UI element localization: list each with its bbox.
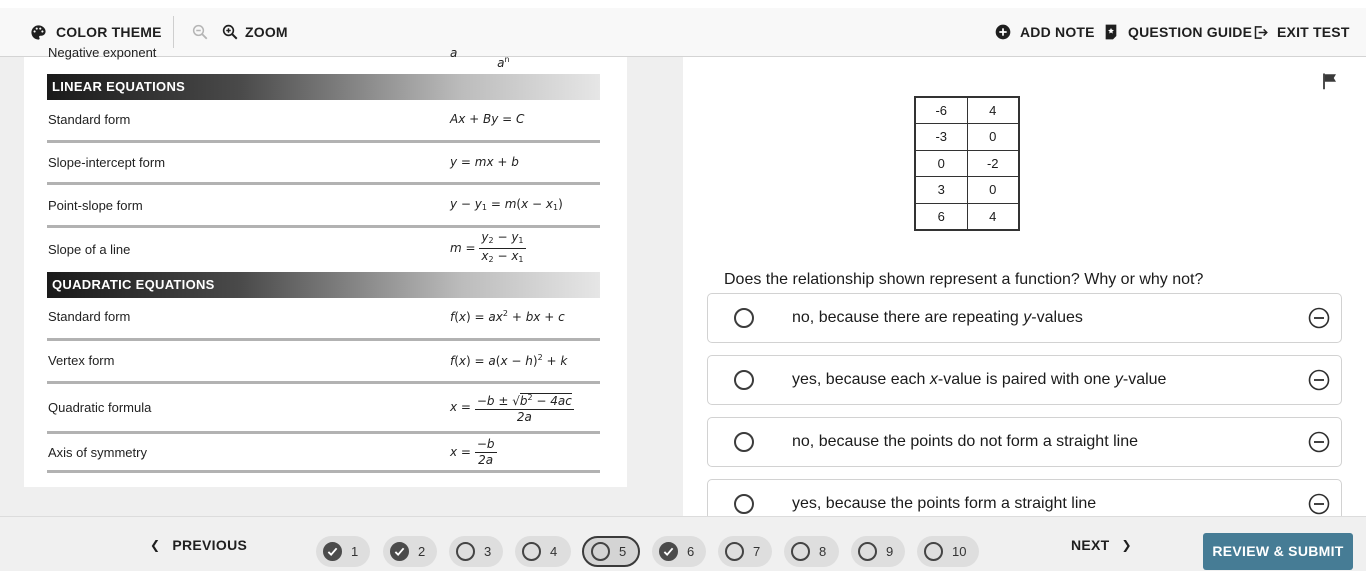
answer-text: yes, because the points form a straight line bbox=[792, 495, 1097, 512]
empty-circle-icon bbox=[858, 542, 877, 561]
formula-point-slope: $y - y_1 = m(x - x_1)$ bbox=[450, 197, 563, 212]
empty-circle-icon bbox=[522, 542, 541, 561]
reference-formula-cut: a $a^n$ bbox=[450, 46, 510, 70]
xy-value-table bbox=[914, 96, 1020, 231]
reference-row bbox=[47, 228, 600, 272]
answer-text: no, because the points do not form a straight line bbox=[792, 433, 1138, 450]
previous-button[interactable] bbox=[150, 517, 247, 572]
question-nav-1[interactable] bbox=[316, 536, 370, 567]
table-cell: 4 bbox=[967, 203, 1019, 230]
section-heading-quadratic: QUADRATIC EQUATIONS bbox=[47, 272, 600, 298]
guide-icon bbox=[1104, 24, 1118, 40]
question-nav-3[interactable] bbox=[449, 536, 503, 567]
zoom-label: ZOOM bbox=[245, 24, 288, 40]
minus-circle-icon bbox=[1308, 440, 1330, 457]
answer-text: yes, because each x-value is paired with one y-value bbox=[792, 371, 1167, 388]
table-cell: 0 bbox=[915, 150, 967, 177]
minus-circle-icon bbox=[1308, 378, 1330, 395]
question-number: 5 bbox=[619, 544, 627, 559]
empty-circle-icon bbox=[725, 542, 744, 561]
zoom-in-icon bbox=[221, 23, 239, 41]
reference-row bbox=[47, 341, 600, 384]
reference-row-name: Slope-intercept form bbox=[48, 155, 166, 170]
check-icon bbox=[323, 542, 342, 561]
table-row bbox=[915, 203, 1019, 230]
question-number: 8 bbox=[819, 544, 827, 559]
add-note-button[interactable] bbox=[995, 8, 1095, 56]
chevron-right-icon: ❯ bbox=[1121, 537, 1132, 552]
empty-circle-icon bbox=[791, 542, 810, 561]
question-prompt: Does the relationship shown represent a function? Why or why not? bbox=[724, 271, 1204, 288]
question-number: 3 bbox=[484, 544, 492, 559]
minus-circle-icon bbox=[1308, 316, 1330, 333]
table-cell: 6 bbox=[915, 203, 967, 230]
table-cell: -2 bbox=[967, 150, 1019, 177]
reference-row-name: Negative exponent bbox=[48, 45, 157, 60]
table-row bbox=[915, 177, 1019, 204]
reference-sheet[interactable] bbox=[24, 45, 627, 487]
empty-circle-icon bbox=[924, 542, 943, 561]
color-theme-label: COLOR THEME bbox=[56, 24, 162, 40]
question-guide-label: QUESTION GUIDE bbox=[1128, 24, 1253, 40]
reference-row bbox=[47, 434, 600, 473]
reference-row-name: Vertex form bbox=[48, 353, 115, 368]
table-row bbox=[915, 124, 1019, 151]
table-cell: 0 bbox=[967, 177, 1019, 204]
question-nav-5[interactable] bbox=[582, 536, 640, 567]
question-number: 1 bbox=[351, 544, 359, 559]
empty-circle-icon bbox=[456, 542, 475, 561]
table-row bbox=[915, 150, 1019, 177]
reference-row-name: Standard form bbox=[48, 309, 131, 324]
question-nav-6[interactable] bbox=[652, 536, 706, 567]
reference-row bbox=[47, 143, 600, 185]
next-label: NEXT bbox=[1071, 536, 1110, 553]
question-nav-8[interactable] bbox=[784, 536, 839, 567]
flag-question-button[interactable] bbox=[1321, 72, 1339, 95]
answer-choice-b[interactable] bbox=[707, 355, 1342, 405]
exit-test-label: EXIT TEST bbox=[1277, 24, 1350, 40]
question-number: 6 bbox=[687, 544, 695, 559]
eliminate-answer-button[interactable] bbox=[1308, 369, 1330, 396]
navigation-bar bbox=[0, 516, 1366, 571]
radio-button[interactable] bbox=[734, 308, 754, 328]
formula-quadratic-standard: $f(x) = ax^2$ + bx + c bbox=[450, 309, 565, 324]
question-nav-10[interactable] bbox=[917, 536, 979, 567]
radio-button[interactable] bbox=[734, 494, 754, 514]
formula-quadratic: x = $\frac{-b \pm √b^2 - 4ac}{2a}$ bbox=[450, 390, 574, 425]
question-nav-9[interactable] bbox=[851, 536, 905, 567]
section-heading-linear: LINEAR EQUATIONS bbox=[47, 74, 600, 100]
reference-row-name: Quadratic formula bbox=[48, 400, 152, 415]
question-number: 10 bbox=[952, 544, 967, 559]
reference-row-name: Axis of symmetry bbox=[48, 445, 147, 460]
question-number: 4 bbox=[550, 544, 558, 559]
reference-row-cut bbox=[47, 43, 600, 70]
reference-row-name: Slope of a line bbox=[48, 242, 131, 257]
next-button[interactable] bbox=[1071, 517, 1132, 572]
table-cell: -6 bbox=[915, 97, 967, 124]
add-note-label: ADD NOTE bbox=[1020, 24, 1095, 40]
chevron-left-icon: ❮ bbox=[150, 537, 161, 552]
formula-slope-intercept: y = mx + b bbox=[450, 155, 519, 169]
add-circle-icon bbox=[995, 24, 1011, 40]
question-nav-4[interactable] bbox=[515, 536, 571, 567]
exit-icon bbox=[1253, 25, 1268, 40]
table-row bbox=[915, 97, 1019, 124]
exit-test-button[interactable] bbox=[1253, 8, 1350, 56]
reference-row bbox=[47, 384, 600, 434]
check-icon bbox=[390, 542, 409, 561]
answer-text: no, because there are repeating y-values bbox=[792, 309, 1083, 326]
question-number: 2 bbox=[418, 544, 426, 559]
radio-button[interactable] bbox=[734, 370, 754, 390]
question-number: 9 bbox=[886, 544, 894, 559]
question-number: 7 bbox=[753, 544, 761, 559]
palette-icon bbox=[30, 24, 47, 41]
question-guide-button[interactable] bbox=[1104, 8, 1252, 56]
previous-label: PREVIOUS bbox=[172, 536, 248, 553]
reference-row-name: Standard form bbox=[48, 112, 131, 127]
table-cell: -3 bbox=[915, 124, 967, 151]
reference-row-name: Point-slope form bbox=[48, 198, 143, 213]
table-cell: 0 bbox=[967, 124, 1019, 151]
formula-slope: m = $\frac{y_2 - y_1}{x_2 - x_1}$ bbox=[450, 230, 524, 264]
formula-vertex: $f(x) = a(x - h)^2 + k$ bbox=[450, 353, 568, 368]
check-icon bbox=[659, 542, 678, 561]
eliminate-answer-button[interactable] bbox=[1308, 431, 1330, 458]
radio-button[interactable] bbox=[734, 432, 754, 452]
empty-circle-icon bbox=[591, 542, 610, 561]
answer-choice-c[interactable] bbox=[707, 417, 1342, 467]
flag-icon bbox=[1321, 77, 1339, 94]
reference-row bbox=[47, 185, 600, 228]
table-cell: 3 bbox=[915, 177, 967, 204]
formula-standard-form: Ax + By = C bbox=[450, 112, 525, 126]
reference-row bbox=[47, 298, 600, 341]
zoom-out-icon bbox=[191, 23, 209, 41]
reference-row bbox=[47, 100, 600, 143]
eliminate-answer-button[interactable] bbox=[1308, 307, 1330, 334]
question-nav-7[interactable] bbox=[718, 536, 772, 567]
answer-choice-a[interactable] bbox=[707, 293, 1342, 343]
review-submit-button[interactable]: REVIEW & SUBMIT bbox=[1203, 533, 1353, 570]
formula-axis-symmetry: x = $\frac{-b}{2a}$ bbox=[450, 437, 495, 467]
question-nav-2[interactable] bbox=[383, 536, 437, 567]
table-cell: 4 bbox=[967, 97, 1019, 124]
